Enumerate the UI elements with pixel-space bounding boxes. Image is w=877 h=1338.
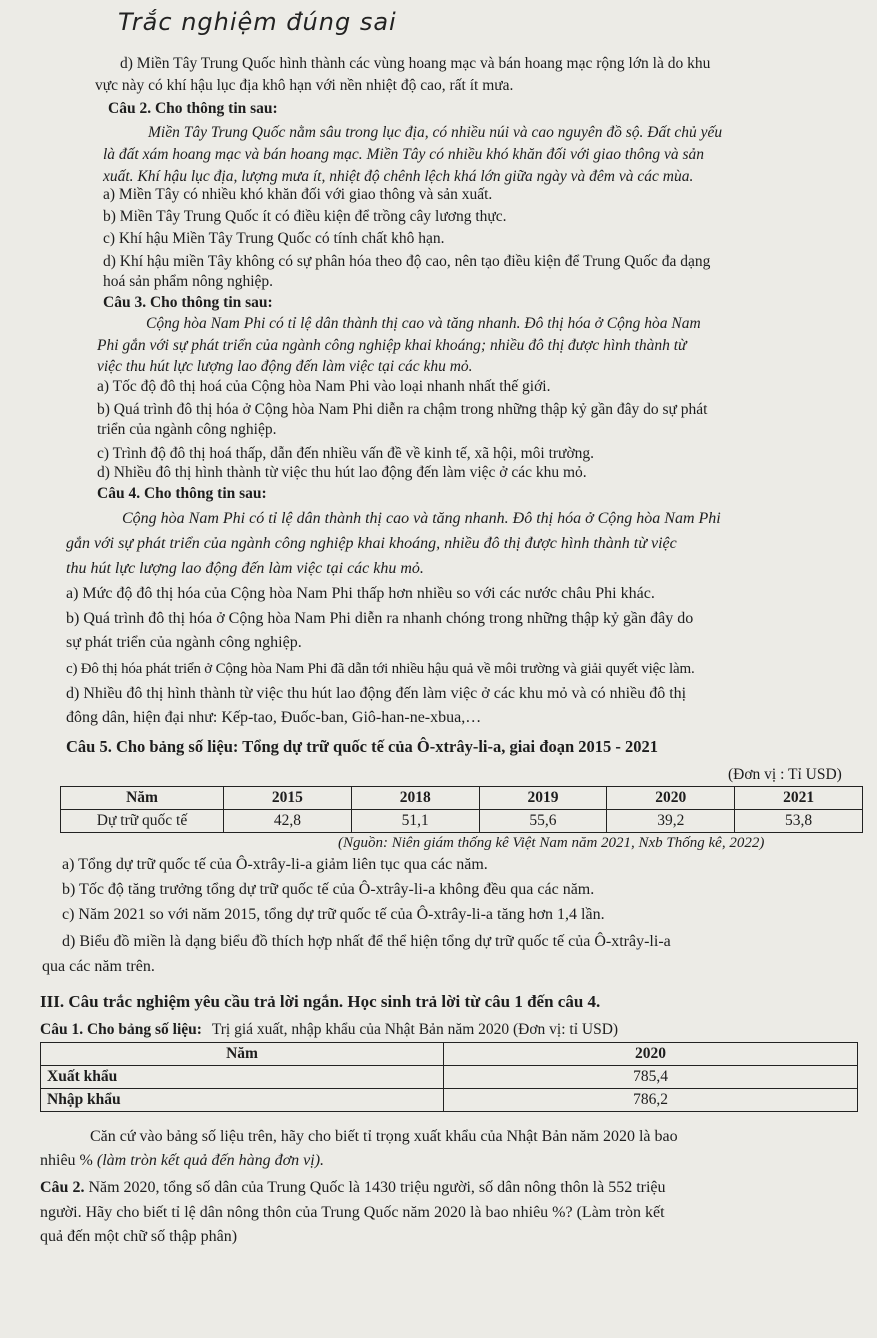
table-cell: 55,6: [479, 810, 607, 833]
q4-option-a: a) Mức độ đô thị hóa của Cộng hòa Nam Phi thấp hơn nhiều so với các nước châu Phi khác.: [66, 585, 655, 602]
table-cell: 786,2: [444, 1089, 858, 1112]
handwritten-note: Trắc nghiệm đúng sai: [118, 8, 397, 36]
table-cell: 2019: [479, 787, 607, 810]
q4-option-d-line1: d) Nhiều đô thị hình thành từ việc thu hút lao động đến làm việc ở các khu mỏ và có nhiều đô thị: [66, 685, 687, 702]
table-cell: 53,8: [735, 810, 863, 833]
q5-option-d-line1: d) Biểu đồ miền là dạng biểu đồ thích hợp nhất để thể hiện tổng dự trữ quốc tế của Ô-xtrây-li-a: [62, 933, 671, 950]
table-row: [61, 787, 863, 810]
table-cell: 2020: [607, 787, 735, 810]
table-cell: 2020: [444, 1043, 858, 1066]
table-row: [41, 1066, 858, 1089]
table-cell: 2015: [224, 787, 352, 810]
s3-q1-text-line2: [40, 1152, 324, 1170]
q5-option-c: c) Năm 2021 so với năm 2015, tổng dự trữ quốc tế của Ô-xtrây-li-a tăng hơn 1,4 lần.: [62, 906, 605, 923]
table-row: [61, 810, 863, 833]
q2-option-a: a) Miền Tây có nhiều khó khăn đối với giao thông và sản xuất.: [103, 186, 493, 203]
table-cell: 51,1: [351, 810, 479, 833]
q4-option-d-line2: đông dân, hiện đại như: Kếp-tao, Đuốc-ban, Giô-han-ne-xbua,…: [66, 709, 482, 726]
q2-passage-line2: là đất xám hoang mạc và bán hoang mạc. Miền Tây có nhiều khó khăn đối với giao thông và sản: [103, 146, 705, 163]
q3-option-b-line1: b) Quá trình đô thị hóa ở Cộng hòa Nam Phi diễn ra chậm trong những thập kỷ gần đây do sự phát: [97, 401, 708, 418]
q5-option-a: a) Tổng dự trữ quốc tế của Ô-xtrây-li-a giảm liên tục qua các năm.: [62, 856, 488, 873]
s3-q1-header: [40, 1021, 618, 1039]
s3-q1-text-line2a: nhiêu %: [40, 1152, 97, 1169]
q4-passage-line2: gắn với sự phát triển của ngành công nghiệp khai khoáng, nhiều đô thị được hình thành từ việc: [66, 535, 677, 552]
table-cell: Năm: [41, 1043, 444, 1066]
q2-passage-line1: Miền Tây Trung Quốc nằm sâu trong lục địa, có nhiều núi và cao nguyên đồ sộ. Đất chủ yếu: [148, 124, 723, 141]
section-3-title: III. Câu trắc nghiệm yêu cầu trả lời ngắn. Học sinh trả lời từ câu 1 đến câu 4.: [40, 992, 601, 1011]
q5-option-b: b) Tốc độ tăng trưởng tổng dự trữ quốc tế của Ô-xtrây-li-a không đều qua các năm.: [62, 881, 595, 898]
table-cell: Nhập khẩu: [41, 1089, 444, 1112]
q5-unit: (Đơn vị : Tỉ USD): [728, 766, 842, 783]
table-cell: 39,2: [607, 810, 735, 833]
q3-passage-line2: Phi gắn với sự phát triển của ngành công nghiệp khai khoáng; nhiều đô thị được hình thành từ: [97, 337, 687, 354]
q1-option-d-line2: vực này có khí hậu lục địa khô hạn với nền nhiệt độ cao, rất ít mưa.: [95, 77, 514, 94]
table-cell: Năm: [61, 787, 224, 810]
s3-q1-rounding-note: (làm tròn kết quả đến hàng đơn vị).: [96, 1152, 325, 1169]
q3-option-c: c) Trình độ đô thị hoá thấp, dẫn đến nhiều vấn đề về kinh tế, xã hội, môi trường.: [97, 445, 595, 462]
q2-option-d-line1: d) Khí hậu miền Tây không có sự phân hóa theo độ cao, nên tạo điều kiện để Trung Quốc đa dạng: [103, 253, 711, 270]
s3-q2-line1: [40, 1179, 666, 1197]
q4-title: Câu 4. Cho thông tin sau:: [97, 485, 267, 502]
s3-q2-text-line2: người. Hãy cho biết tỉ lệ dân nông thôn của Trung Quốc năm 2020 là bao nhiêu %? (Làm tròn kết: [40, 1204, 665, 1221]
s3-q2-text-line1: Năm 2020, tổng số dân của Trung Quốc là 1430 triệu người, số dân nông thôn là 552 triệu: [84, 1179, 666, 1196]
table-row: [41, 1043, 858, 1066]
s3-q1-title: Câu 1. Cho bảng số liệu:: [40, 1021, 202, 1038]
q3-title: Câu 3. Cho thông tin sau:: [103, 294, 273, 311]
s3-q1-table: [40, 1042, 858, 1112]
table-cell: Dự trữ quốc tế: [61, 810, 224, 833]
table-cell: 2018: [351, 787, 479, 810]
q4-passage-line3: thu hút lực lượng lao động đến làm việc tại các khu mỏ.: [66, 560, 424, 577]
q2-option-c: c) Khí hậu Miền Tây Trung Quốc có tính chất khô hạn.: [103, 230, 445, 247]
q5-source: (Nguồn: Niên giám thống kê Việt Nam năm 2021, Nxb Thống kê, 2022): [338, 835, 765, 851]
q3-passage-line1: Cộng hòa Nam Phi có tỉ lệ dân thành thị cao và tăng nhanh. Đô thị hóa ở Cộng hòa Nam: [146, 315, 701, 332]
s3-q1-caption: Trị giá xuất, nhập khẩu của Nhật Bản năm 2020 (Đơn vị: tỉ USD): [211, 1021, 619, 1038]
table-cell: 42,8: [224, 810, 352, 833]
table-row: [41, 1089, 858, 1112]
q5-option-d-line2: qua các năm trên.: [42, 958, 155, 975]
q2-passage-line3: xuất. Khí hậu lục địa, lượng mưa ít, nhiệt độ chênh lệch khá lớn giữa ngày và đêm và các mùa.: [103, 168, 694, 185]
q3-option-a: a) Tốc độ đô thị hoá của Cộng hòa Nam Phi vào loại nhanh nhất thế giới.: [97, 378, 551, 395]
q4-option-c: c) Đô thị hóa phát triển ở Cộng hòa Nam Phi đã dẫn tới nhiều hậu quả về môi trường và giải quyết việc làm.: [66, 661, 695, 677]
s3-q1-text-line1: Căn cứ vào bảng số liệu trên, hãy cho biết tỉ trọng xuất khẩu của Nhật Bản năm 2020 là bao: [90, 1128, 678, 1145]
table-cell: Xuất khẩu: [41, 1066, 444, 1089]
q2-option-b: b) Miền Tây Trung Quốc ít có điều kiện để trồng cây lương thực.: [103, 208, 507, 225]
q3-passage-line3: việc thu hút lực lượng lao động đến làm việc tại các khu mỏ.: [97, 358, 473, 375]
q3-option-b-line2: triển của ngành công nghiệp.: [97, 421, 277, 438]
table-cell: 785,4: [444, 1066, 858, 1089]
q5-title: Câu 5. Cho bảng số liệu: Tổng dự trữ quốc tế của Ô-xtrây-li-a, giai đoạn 2015 - 2021: [66, 737, 658, 756]
q4-option-b-line1: b) Quá trình đô thị hóa ở Cộng hòa Nam Phi diễn ra nhanh chóng trong những thập kỷ gần đây do: [66, 610, 694, 627]
q2-title: Câu 2. Cho thông tin sau:: [108, 100, 278, 117]
q5-data-table: [60, 786, 863, 833]
q1-option-d-line1: d) Miền Tây Trung Quốc hình thành các vùng hoang mạc và bán hoang mạc rộng lớn là do khu: [120, 55, 711, 72]
q4-option-b-line2: sự phát triển của ngành công nghiệp.: [66, 634, 302, 651]
s3-q2-text-line3: quả đến một chữ số thập phân): [40, 1228, 238, 1245]
s3-q2-label: Câu 2.: [40, 1179, 85, 1196]
q3-option-d: d) Nhiều đô thị hình thành từ việc thu hút lao động đến làm việc ở các khu mỏ.: [97, 464, 587, 481]
q4-passage-line1: Cộng hòa Nam Phi có tỉ lệ dân thành thị cao và tăng nhanh. Đô thị hóa ở Cộng hòa Nam Phi: [122, 510, 721, 527]
q2-option-d-line2: hoá sản phẩm nông nghiệp.: [103, 273, 274, 290]
table-cell: 2021: [735, 787, 863, 810]
